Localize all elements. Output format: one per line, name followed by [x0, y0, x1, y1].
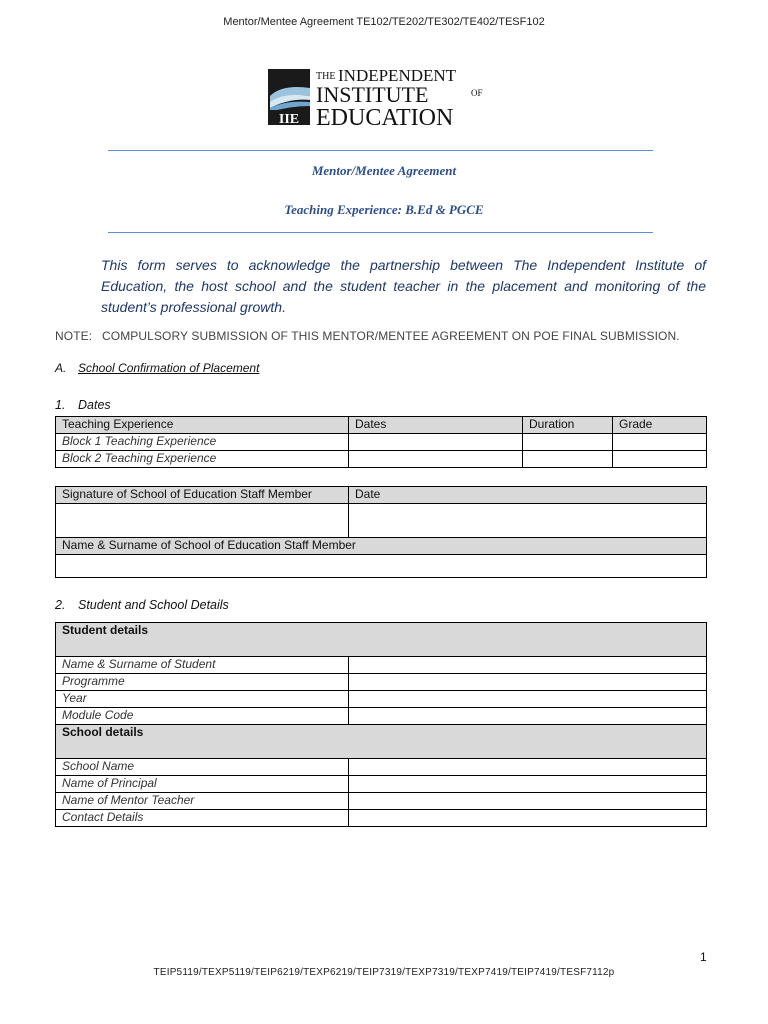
document-subtitle: Teaching Experience: B.Ed & PGCE [284, 202, 484, 217]
section-a-number: A. [55, 361, 67, 375]
signature-input-row [56, 504, 707, 538]
signature-header-row [56, 487, 707, 504]
student-details-header-row [56, 623, 707, 657]
student-name-label: Name & Surname of Student [56, 657, 349, 674]
contact-details-label: Contact Details [56, 810, 349, 827]
details-number: 2. [55, 598, 66, 612]
table-row [56, 776, 707, 793]
school-details-header: School details [56, 725, 707, 759]
date-label: Date [349, 487, 707, 504]
school-details-header-row [56, 725, 707, 759]
module-code-field[interactable] [349, 708, 707, 725]
table-row [56, 451, 707, 468]
student-details-header: Student details [56, 623, 707, 657]
mentor-teacher-field[interactable] [349, 793, 707, 810]
svg-text:IIE: IIE [278, 112, 300, 127]
svg-text:THE: THE [316, 71, 336, 82]
programme-label: Programme [56, 674, 349, 691]
student-name-field[interactable] [349, 657, 707, 674]
note-label: NOTE: [55, 329, 93, 343]
intro-paragraph: This form serves to acknowledge the partnership between The Independent Institute of Education, the host school and the student teacher in the placement and monitoring of the student’s professional growth. [101, 257, 706, 315]
page-header: Mentor/Mentee Agreement TE102/TE202/TE302/TE402/TESF102 [223, 16, 545, 28]
school-name-field[interactable] [349, 759, 707, 776]
name-input-row [56, 555, 707, 578]
block-2-dates-field[interactable] [349, 451, 523, 468]
table-row [56, 810, 707, 827]
note-text: COMPULSORY SUBMISSION OF THIS MENTOR/MENTEE AGREEMENT ON POE FINAL SUBMISSION. [102, 329, 680, 343]
signature-date-field[interactable] [349, 504, 707, 538]
header-grade: Grade [613, 417, 707, 434]
dates-heading [55, 398, 111, 412]
block-2-duration-field[interactable] [523, 451, 613, 468]
header-teaching-experience: Teaching Experience [56, 417, 349, 434]
block-2-label: Block 2 Teaching Experience [56, 451, 349, 468]
logo-emblem-icon [268, 66, 493, 128]
block-1-label: Block 1 Teaching Experience [56, 434, 349, 451]
dates-title: Dates [78, 398, 111, 412]
name-header-row [56, 538, 707, 555]
block-1-dates-field[interactable] [349, 434, 523, 451]
section-a-heading [55, 361, 259, 375]
section-a-title: School Confirmation of Placement [78, 361, 260, 375]
top-divider [108, 150, 653, 151]
block-1-grade-field[interactable] [613, 434, 707, 451]
details-title: Student and School Details [78, 598, 229, 612]
header-duration: Duration [523, 417, 613, 434]
page-number: 1 [700, 950, 707, 964]
school-name-label: School Name [56, 759, 349, 776]
dates-number: 1. [55, 398, 66, 412]
svg-text:EDUCATION: EDUCATION [316, 105, 454, 128]
table-row [56, 691, 707, 708]
svg-text:INDEPENDENT: INDEPENDENT [338, 66, 457, 85]
table-row [56, 657, 707, 674]
year-label: Year [56, 691, 349, 708]
header-dates: Dates [349, 417, 523, 434]
table-row [56, 708, 707, 725]
svg-text:OF: OF [471, 88, 483, 98]
iie-logo [268, 66, 493, 128]
details-table [55, 622, 707, 827]
submission-note [55, 329, 680, 343]
block-1-duration-field[interactable] [523, 434, 613, 451]
contact-details-field[interactable] [349, 810, 707, 827]
table-row [56, 434, 707, 451]
details-heading [55, 598, 229, 612]
svg-text:INSTITUTE: INSTITUTE [316, 82, 429, 107]
staff-name-label: Name & Surname of School of Education Staff Member [56, 538, 707, 555]
module-code-label: Module Code [56, 708, 349, 725]
block-2-grade-field[interactable] [613, 451, 707, 468]
dates-table [55, 416, 707, 468]
table-row [56, 674, 707, 691]
table-row [56, 759, 707, 776]
table-row [56, 793, 707, 810]
staff-name-field[interactable] [56, 555, 707, 578]
document-title: Mentor/Mentee Agreement [311, 163, 457, 178]
programme-field[interactable] [349, 674, 707, 691]
bottom-divider [108, 232, 653, 233]
principal-name-field[interactable] [349, 776, 707, 793]
signature-table [55, 486, 707, 578]
page-footer: TEIP5119/TEXP5119/TEIP6219/TEXP6219/TEIP7319/TEXP7319/TEXP7419/TEIP7419/TESF7112p [153, 967, 615, 978]
signature-label: Signature of School of Education Staff Member [56, 487, 349, 504]
dates-header-row [56, 417, 707, 434]
principal-name-label: Name of Principal [56, 776, 349, 793]
year-field[interactable] [349, 691, 707, 708]
signature-field[interactable] [56, 504, 349, 538]
mentor-teacher-label: Name of Mentor Teacher [56, 793, 349, 810]
